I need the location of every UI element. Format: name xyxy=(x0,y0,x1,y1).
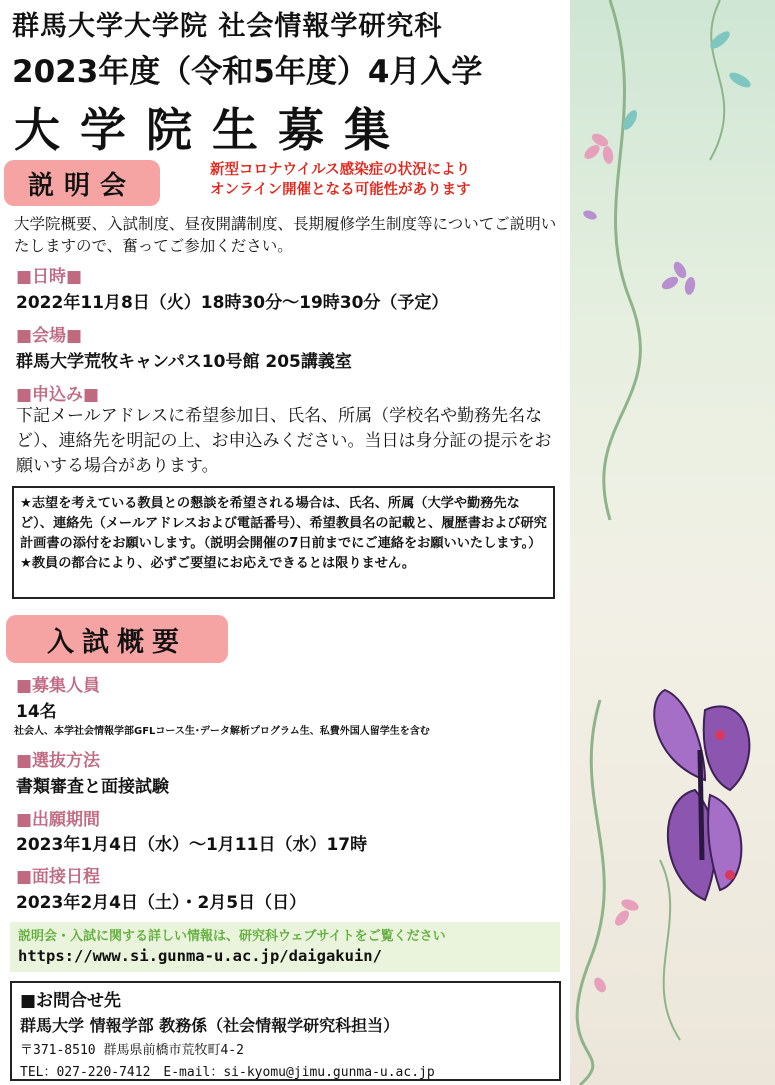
capacity-note: 社会人、本学社会情報学部GFLコース生･データ解析プログラム生、私費外国人留学生を含む xyxy=(14,726,430,737)
butterfly-vine-icon xyxy=(570,0,775,1085)
website-info-band xyxy=(10,922,560,972)
consult-notice-box xyxy=(12,486,555,599)
apply-text: 下記メールアドレスに希望参加日、氏名、所属（学校名や勤務先名など）、連絡先を明記の上、お申込みください。当日は身分証の提示をお願いする場合があります。 xyxy=(16,406,552,476)
venue-value: 群馬大学荒牧キャンパス10号館 205講義室 xyxy=(16,352,352,372)
covid-notice-line1: 新型コロナウイルス感染症の状況により xyxy=(210,162,471,178)
selection-value: 書類審査と面接試験 xyxy=(16,777,169,797)
contact-address: 〒371-8510 群馬県前橋市荒牧町4-2 xyxy=(20,1043,244,1058)
header-university-title: 群馬大学大学院 社会情報学研究科 xyxy=(12,11,443,42)
contact-org: 群馬大学 情報学部 教務係（社会情報学研究科担当） xyxy=(20,1016,400,1035)
header-admission-year: 2023年度（令和5年度）4月入学 xyxy=(12,54,483,90)
floral-butterfly-illustration xyxy=(570,0,775,1085)
capacity-value: 14名 xyxy=(16,702,57,722)
briefing-intro: 大学院概要、入試制度、昼夜開講制度、長期履修学生制度等についてご説明いたしますので、奮ってご参加ください。 xyxy=(14,215,557,255)
interview-value: 2023年2月4日（土）・2月5日（日） xyxy=(16,893,307,913)
covid-notice-line2: オンライン開催となる可能性があります xyxy=(210,182,471,198)
contact-tel-email[interactable]: TEL：027-220-7412 E-mail：si-kyomu@jimu.gunma-u.ac.jp xyxy=(20,1065,435,1080)
selection-label: ■選抜方法 xyxy=(16,751,101,771)
briefing-badge: 説明会 xyxy=(4,160,160,206)
period-value: 2023年1月4日（水）～1月11日（水）17時 xyxy=(16,835,368,855)
capacity-label: ■募集人員 xyxy=(16,676,101,696)
contact-title: ■お問合せ先 xyxy=(20,991,122,1011)
website-link[interactable]: https://www.si.gunma-u.ac.jp/daigakuin/ xyxy=(18,947,382,965)
datetime-label: ■日時■ xyxy=(16,267,83,287)
consult-notice-line1: ★志望を考えている教員との懇談を希望される場合は、氏名、所属（大学や勤務先など）、連絡先（メールアドレスおよび電話番号）、希望教員名の記載と、履歴書および研究計画書の添付をお願いします。（説明会開催の7日前までにご連絡をお願いいたします。） xyxy=(20,496,547,551)
venue-label: ■会場■ xyxy=(16,326,83,346)
contact-box xyxy=(10,981,561,1081)
website-info-text: 説明会・入試に関する詳しい情報は、研究科ウェブサイトをご覧ください xyxy=(18,929,446,944)
exam-badge: 入試概要 xyxy=(6,615,228,663)
interview-label: ■面接日程 xyxy=(16,867,101,887)
covid-notice xyxy=(210,160,471,200)
datetime-value: 2022年11月8日（火）18時30分～19時30分（予定） xyxy=(16,293,449,313)
period-label: ■出願期間 xyxy=(16,810,101,830)
apply-label: ■申込み■ xyxy=(16,385,100,405)
consult-notice-line2: ★教員の都合により、必ずご要望にお応えできるとは限りません。 xyxy=(20,556,416,571)
page-title: 大学院生募集 xyxy=(14,103,410,157)
